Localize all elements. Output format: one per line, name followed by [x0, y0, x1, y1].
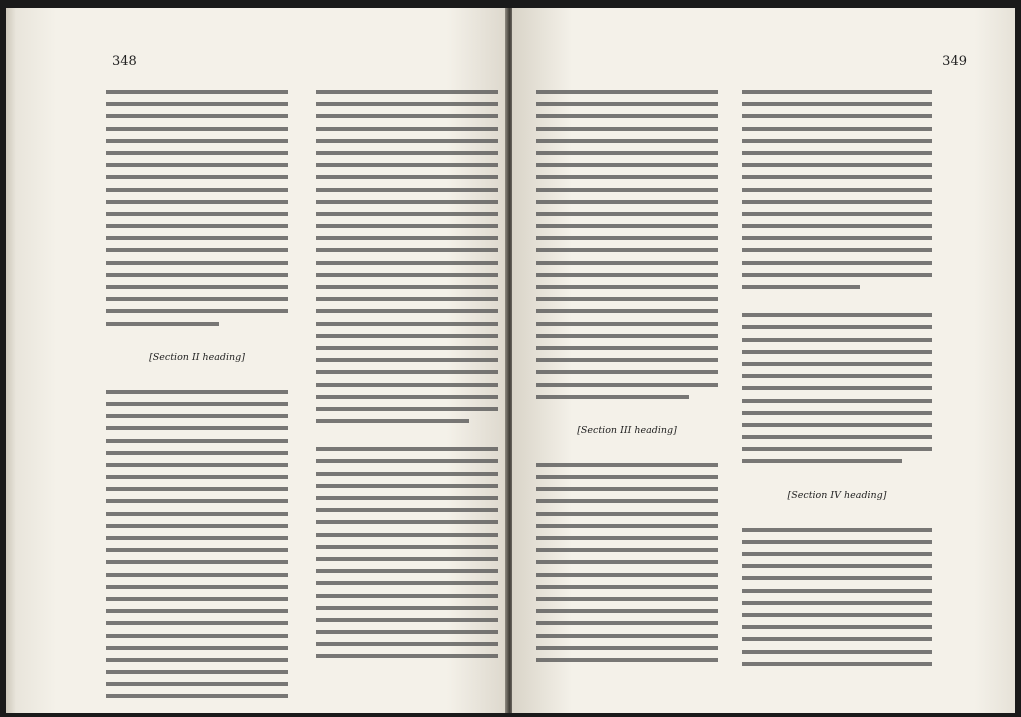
text-line [316, 224, 498, 228]
text-line [106, 694, 288, 698]
text-line [536, 334, 718, 338]
text-line [742, 114, 932, 118]
text-line [316, 606, 498, 610]
left-page-column-1 [106, 86, 288, 695]
text-line [316, 261, 498, 265]
text-line [106, 188, 288, 192]
text-line [316, 297, 498, 301]
text-line [742, 127, 932, 131]
text-line [536, 248, 718, 252]
left-page [6, 8, 507, 713]
text-line [316, 395, 498, 399]
text-line [316, 594, 498, 598]
text-line [536, 285, 718, 289]
text-line [536, 322, 718, 326]
text-line [536, 358, 718, 362]
text-line [106, 658, 288, 662]
page-number-left: 348 [112, 54, 137, 69]
text-line [536, 163, 718, 167]
text-line [316, 188, 498, 192]
text-line [742, 435, 932, 439]
text-line [742, 374, 932, 378]
text-line [316, 484, 498, 488]
text-line [742, 613, 932, 617]
section-heading: [Section III heading] [577, 424, 677, 436]
text-line [316, 236, 498, 240]
text-line [742, 338, 932, 342]
text-line [106, 127, 288, 131]
text-line [742, 459, 902, 463]
left-page-column-2 [316, 86, 498, 695]
text-line [536, 212, 718, 216]
text-line [742, 273, 932, 277]
text-line [106, 670, 288, 674]
text-line [536, 524, 718, 528]
text-line [742, 175, 932, 179]
text-line [742, 90, 932, 94]
text-line [742, 139, 932, 143]
text-line [316, 642, 498, 646]
text-line [316, 630, 498, 634]
text-line [106, 646, 288, 650]
text-line [536, 621, 718, 625]
text-line [742, 102, 932, 106]
text-line [106, 560, 288, 564]
text-line [536, 139, 718, 143]
text-line [106, 285, 288, 289]
text-line [742, 261, 932, 265]
text-line [316, 472, 498, 476]
text-line [742, 650, 932, 654]
text-line [536, 475, 718, 479]
text-line [536, 536, 718, 540]
text-line [106, 475, 288, 479]
text-line [106, 573, 288, 577]
text-line [742, 313, 932, 317]
text-line [316, 459, 498, 463]
text-line [536, 548, 718, 552]
text-line [316, 322, 498, 326]
text-line [536, 395, 689, 399]
text-line [536, 658, 718, 662]
text-line [536, 560, 718, 564]
text-line [316, 496, 498, 500]
text-line [316, 419, 469, 423]
text-line [106, 634, 288, 638]
text-line [316, 163, 498, 167]
text-line [106, 297, 288, 301]
text-line [316, 618, 498, 622]
text-line [536, 585, 718, 589]
text-line [106, 248, 288, 252]
text-line [106, 151, 288, 155]
text-line [536, 114, 718, 118]
text-line [106, 682, 288, 686]
text-line [742, 188, 932, 192]
text-line [106, 621, 288, 625]
text-line [316, 358, 498, 362]
page-number-right: 349 [942, 54, 967, 69]
text-line [106, 212, 288, 216]
text-line [536, 273, 718, 277]
text-line [106, 139, 288, 143]
text-line [742, 447, 932, 451]
text-line [316, 248, 498, 252]
right-page [512, 8, 1015, 713]
text-line [742, 625, 932, 629]
text-line [536, 646, 718, 650]
text-line [536, 188, 718, 192]
text-line [316, 447, 498, 451]
text-line [536, 609, 718, 613]
text-line [742, 399, 932, 403]
text-line [316, 309, 498, 313]
text-line [106, 163, 288, 167]
text-line [316, 334, 498, 338]
text-line [742, 601, 932, 605]
text-line [536, 175, 718, 179]
text-line [316, 175, 498, 179]
text-line [536, 512, 718, 516]
text-line [106, 414, 288, 418]
text-line [316, 139, 498, 143]
text-line [316, 581, 498, 585]
text-line [106, 512, 288, 516]
text-line [106, 102, 288, 106]
text-line [316, 114, 498, 118]
text-line [106, 90, 288, 94]
text-line [316, 273, 498, 277]
text-line [742, 589, 932, 593]
text-line [536, 297, 718, 301]
text-line [316, 654, 498, 658]
text-line [106, 548, 288, 552]
text-line [106, 524, 288, 528]
text-line [316, 407, 498, 411]
text-line [106, 114, 288, 118]
text-line [742, 528, 932, 532]
text-line [316, 508, 498, 512]
section-heading: [Section II heading] [149, 351, 245, 363]
text-line [742, 151, 932, 155]
text-line [742, 350, 932, 354]
text-line [106, 463, 288, 467]
text-line [316, 569, 498, 573]
text-line [742, 236, 932, 240]
text-line [316, 370, 498, 374]
right-page-column-2 [742, 86, 932, 695]
text-line [536, 597, 718, 601]
text-line [536, 200, 718, 204]
text-line [106, 585, 288, 589]
text-line [536, 346, 718, 350]
text-line [106, 236, 288, 240]
text-line [316, 285, 498, 289]
text-line [742, 325, 932, 329]
text-line [742, 212, 932, 216]
text-line [536, 487, 718, 491]
text-line [316, 383, 498, 387]
text-line [316, 545, 498, 549]
text-line [742, 576, 932, 580]
text-line [742, 248, 932, 252]
text-line [742, 200, 932, 204]
text-line [106, 609, 288, 613]
section-heading: [Section IV heading] [787, 489, 887, 501]
text-line [536, 127, 718, 131]
text-line [106, 224, 288, 228]
text-line [316, 346, 498, 350]
text-line [536, 151, 718, 155]
text-line [536, 236, 718, 240]
text-line [316, 533, 498, 537]
text-line [316, 200, 498, 204]
text-line [536, 463, 718, 467]
text-line [742, 540, 932, 544]
text-line [742, 163, 932, 167]
text-line [536, 634, 718, 638]
text-line [106, 597, 288, 601]
text-line [106, 402, 288, 406]
text-line [316, 557, 498, 561]
text-line [316, 212, 498, 216]
text-line [106, 390, 288, 394]
text-line [742, 224, 932, 228]
text-line [742, 662, 932, 666]
text-line [316, 151, 498, 155]
text-line [536, 370, 718, 374]
text-line [536, 224, 718, 228]
text-line [742, 637, 932, 641]
text-line [742, 285, 860, 289]
right-page-column-1 [536, 86, 718, 695]
text-line [316, 127, 498, 131]
text-line [106, 499, 288, 503]
text-line [536, 499, 718, 503]
text-line [106, 451, 288, 455]
text-line [106, 536, 288, 540]
text-line [536, 90, 718, 94]
text-line [536, 102, 718, 106]
text-line [742, 362, 932, 366]
text-line [106, 426, 288, 430]
text-line [742, 552, 932, 556]
text-line [106, 322, 219, 326]
text-line [106, 439, 288, 443]
text-line [742, 411, 932, 415]
text-line [316, 90, 498, 94]
text-line [536, 573, 718, 577]
text-line [106, 309, 288, 313]
text-line [106, 273, 288, 277]
text-line [106, 175, 288, 179]
text-line [536, 383, 718, 387]
text-line [742, 564, 932, 568]
text-line [536, 261, 718, 265]
page-edge-shadow [6, 8, 16, 713]
text-line [742, 423, 932, 427]
text-line [316, 520, 498, 524]
text-line [106, 487, 288, 491]
text-line [316, 102, 498, 106]
text-line [742, 386, 932, 390]
text-line [536, 309, 718, 313]
text-line [106, 261, 288, 265]
text-line [106, 200, 288, 204]
